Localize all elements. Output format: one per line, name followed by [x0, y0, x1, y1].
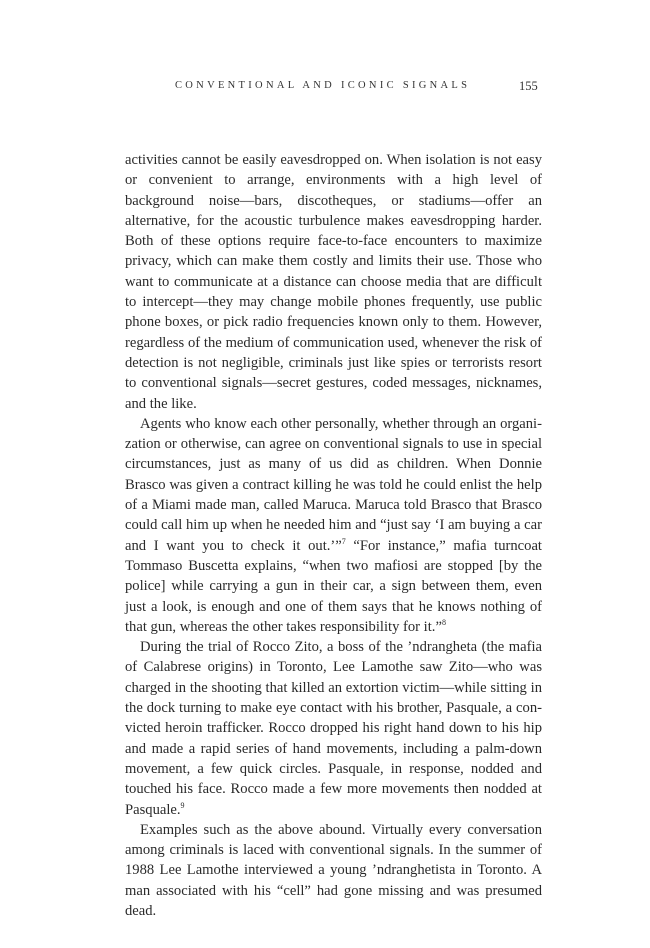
footnote-marker[interactable]: 8 — [441, 617, 446, 627]
paragraph-text: Examples such as the above abound. Virtually every conversation among criminals is laced with conventional signals. In the summer of 1988 Lee Lamothe interviewed a young ’ndranghetista in Toronto. A man associated with his “cell” had gone missing and was presumed dead. — [125, 821, 542, 919]
paragraph-1 — [125, 150, 542, 414]
paragraph-text: Agents who know each other personally, whether through an organization or otherwise, can agree on conventional signals to use in special circumstances, just as many of us did as children. When Donnie Brasco was given a contract killing he was told he could enlist the help of a Miami made man, called Maruca. Maruca told Brasco that Brasco could call him up when he needed him and “just say ‘I am buying a car and I want you to check it out.’” — [125, 415, 542, 554]
running-head — [0, 80, 650, 100]
footnote-marker[interactable]: 9 — [180, 800, 185, 810]
paragraph-text: “For instance,” mafia turncoat Tommaso Buscetta explains, “when two mafiosi are stopped [by the police] while carrying a gun in their car, a sign between them, even just a look, is enough and one of them says that he knows nothing of that gun, whereas the other takes responsibility for it.” — [125, 537, 542, 635]
paragraph-text: activities cannot be easily eavesdropped on. When isolation is not easy or convenient to arrange, environments with a high level of background noise—bars, discotheques, or stadiums—offer an alternative, for the acoustic turbulence makes eavesdropping harder. Both of these options require face-to-face encounters to maximize privacy, which can make them costly and limits their use. Those who want to communicate at a distance can choose media that are difficult to intercept—they may change mobile phones frequently, use public phone boxes, or pick radio frequencies known only to them. However, regardless of the medium of communication used, whenever the risk of detection is not negligible, criminals just like spies or terrorists resort to conventional signals—secret gestures, coded messages, nicknames, and the like. — [125, 152, 542, 412]
body-text — [125, 150, 542, 921]
paragraph-4 — [125, 820, 542, 921]
paragraph-text: During the trial of Rocco Zito, a boss of the ’ndrangheta (the mafia of Calabrese origins) in Toronto, Lee Lamothe saw Zito—who was charged in the shooting that killed an extortion victim—while sitting in the dock turning to make eye contact with his brother, Pasquale, a convicted heroin trafficker. Rocco dropped his right hand down to his hip and made a rapid series of hand movements, including a palm-down movement, a few quick circles. Pasquale, in response, nodded and touched his face. Rocco made a few more movements then nodded at Pasquale. — [125, 639, 542, 818]
footnote-marker[interactable]: 7 — [341, 536, 346, 546]
paragraph-3 — [125, 637, 542, 820]
paragraph-2 — [125, 414, 542, 637]
running-title: CONVENTIONAL AND ICONIC SIGNALS — [175, 80, 471, 91]
page-number: 155 — [519, 79, 538, 93]
